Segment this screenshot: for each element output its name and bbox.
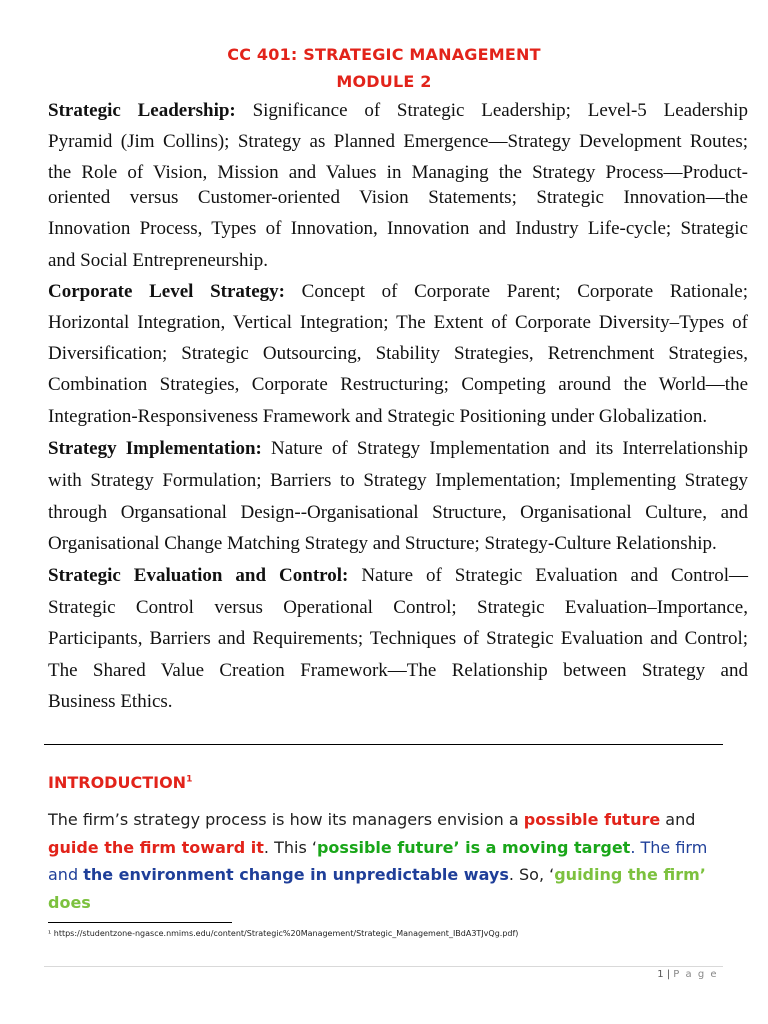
syllabus-line: Business Ethics. bbox=[48, 691, 173, 712]
page-label: P a g e bbox=[673, 969, 718, 980]
syllabus-line bbox=[48, 95, 748, 126]
syllabus-line: Integration-Responsiveness Framework and Strategic Positioning under Globalization. bbox=[48, 406, 708, 427]
intro-text: The firm’s strategy process is how its managers envision a bbox=[48, 810, 524, 829]
syllabus-line: through Organsational Design--Organisational Structure, Organisational Culture, and bbox=[48, 502, 748, 523]
syllabus-text: Nature of Strategy Implementation and its Interrelationship bbox=[271, 438, 749, 459]
intro-highlight: guiding the firm’ does bbox=[48, 865, 706, 912]
intro-text: and bbox=[48, 865, 84, 884]
syllabus-line: and Social Entrepreneurship. bbox=[48, 250, 269, 271]
syllabus-line bbox=[48, 433, 748, 464]
syllabus-line bbox=[48, 560, 748, 591]
footer-divider bbox=[44, 966, 723, 967]
intro-highlight: possible future bbox=[523, 810, 661, 829]
syllabus-text: Nature of Strategic Evaluation and Control— bbox=[361, 565, 748, 586]
intro-text: . The firm bbox=[630, 837, 708, 857]
section-heading: Strategy Implementation: bbox=[48, 438, 262, 459]
intro-text: . This ‘ bbox=[263, 837, 317, 857]
section-heading: Strategic Evaluation and Control: bbox=[48, 565, 349, 586]
syllabus-line: Diversification; Strategic Outsourcing, Stability Strategies, Retrenchment Strategies, bbox=[48, 343, 748, 364]
syllabus-line: Pyramid (Jim Collins); Strategy as Planned Emergence—Strategy Development Routes; bbox=[48, 131, 748, 152]
module-title: MODULE 2 bbox=[336, 72, 432, 91]
syllabus-line: Strategic Control versus Operational Control; Strategic Evaluation–Importance, bbox=[48, 597, 748, 618]
footnote-divider bbox=[48, 922, 232, 923]
footnote-ref: 1 bbox=[186, 774, 193, 785]
introduction-paragraph bbox=[48, 806, 716, 916]
introduction-heading-text: INTRODUCTION bbox=[48, 773, 187, 792]
section-heading: Strategic Leadership: bbox=[48, 100, 236, 121]
syllabus-line: Innovation Process, Types of Innovation, Innovation and Industry Life-cycle; Strategic bbox=[48, 218, 748, 239]
syllabus-line: with Strategy Formulation; Barriers to Strategy Implementation; Implementing Strategy bbox=[48, 470, 748, 491]
course-title: CC 401: STRATEGIC MANAGEMENT bbox=[227, 45, 541, 64]
footnote: ¹ https://studentzone-ngasce.nmims.edu/content/Strategic%20Management/Strategic_Management_IBdA3TJvQg.pdf) bbox=[48, 929, 519, 938]
syllabus-text: Concept of Corporate Parent; Corporate Rationale; bbox=[301, 281, 748, 302]
syllabus-line bbox=[48, 276, 748, 307]
syllabus-line: the Role of Vision, Mission and Values in Managing the Strategy Process—Product- bbox=[48, 162, 748, 183]
syllabus-line: Organisational Change Matching Strategy and Structure; Strategy-Culture Relationship. bbox=[48, 533, 717, 554]
intro-highlight: guide the firm toward it bbox=[48, 837, 264, 857]
page-number-value: 1 bbox=[657, 969, 664, 980]
syllabus-line: Combination Strategies, Corporate Restructuring; Competing around the World—the bbox=[48, 374, 748, 395]
intro-highlight: possible future’ is a moving target bbox=[316, 837, 631, 857]
page-separator: | bbox=[663, 969, 674, 980]
syllabus-line: Horizontal Integration, Vertical Integration; The Extent of Corporate Diversity–Types of bbox=[48, 312, 748, 333]
section-heading: Corporate Level Strategy: bbox=[48, 281, 285, 302]
intro-highlight: the environment change in unpredictable ways bbox=[83, 865, 509, 884]
syllabus-text: Significance of Strategic Leadership; Level-5 Leadership bbox=[252, 100, 748, 121]
syllabus-line: oriented versus Customer-oriented Vision Statements; Strategic Innovation—the bbox=[48, 187, 748, 208]
intro-text: and bbox=[660, 810, 696, 829]
introduction-heading bbox=[48, 773, 192, 792]
syllabus-line: The Shared Value Creation Framework—The Relationship between Strategy and bbox=[48, 660, 748, 681]
syllabus-line: Participants, Barriers and Requirements; Techniques of Strategic Evaluation and Control; bbox=[48, 628, 748, 649]
section-divider bbox=[44, 744, 723, 745]
intro-text: . So, ‘ bbox=[508, 865, 555, 884]
page-number bbox=[657, 969, 718, 980]
